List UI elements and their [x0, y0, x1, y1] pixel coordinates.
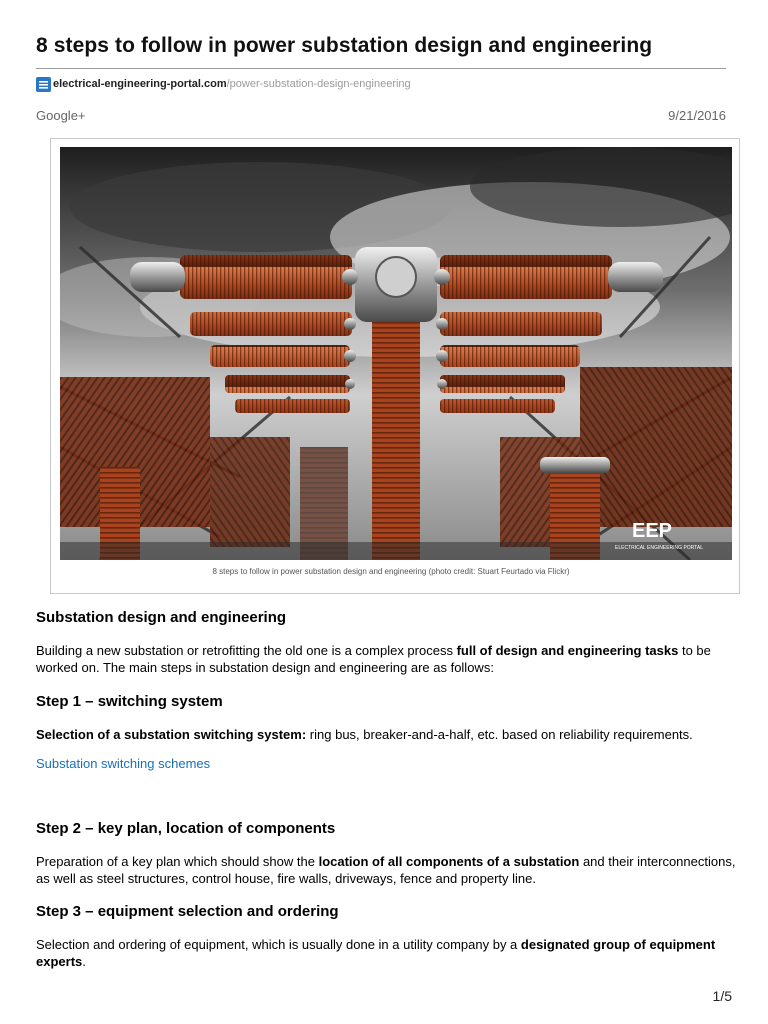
- step1-paragraph: [36, 726, 736, 743]
- figure-caption: 8 steps to follow in power substation design and engineering (photo credit: Stuart Feurtado via Flickr): [212, 567, 570, 576]
- intro-bold: full of design and engineering tasks: [456, 643, 679, 658]
- publish-date: 9/21/2016: [668, 108, 726, 123]
- switching-schemes-link[interactable]: Substation switching schemes: [36, 756, 211, 771]
- step2-text-1: Preparation of a key plan which should show the: [36, 854, 315, 869]
- step3-text-1: Selection and ordering of equipment, which is usually done in a utility company by a: [36, 937, 518, 952]
- substation-photo: [60, 147, 732, 560]
- step2-paragraph: [36, 853, 736, 887]
- step3-bold: designated group of equipment experts: [36, 937, 716, 969]
- step1-text: ring bus, breaker-and-a-half, etc. based on reliability requirements.: [309, 727, 693, 742]
- eep-watermark-logo: EEP: [632, 520, 673, 542]
- source-link[interactable]: [36, 75, 411, 93]
- page-number: 1/5: [712, 988, 732, 1004]
- article-title: 8 steps to follow in power substation design and engineering: [36, 34, 653, 57]
- step2-bold: location of all components of a substation: [318, 854, 580, 869]
- site-favicon-icon: [36, 77, 51, 92]
- section-heading-intro: Substation design and engineering: [36, 609, 287, 626]
- intro-text-2: to be worked on. The main steps in substation design and engineering are as follows:: [36, 643, 711, 675]
- step3-heading: Step 3 – equipment selection and ordering: [36, 903, 339, 920]
- step1-heading: Step 1 – switching system: [36, 693, 223, 710]
- step2-text-2: and their interconnections, as well as steel structures, control house, fire walls, driveways, fence and property line.: [36, 854, 736, 886]
- source-path[interactable]: /power-substation-design-engineering: [226, 78, 411, 90]
- source-domain[interactable]: electrical-engineering-portal.com: [53, 78, 227, 90]
- intro-text-1: Building a new substation or retrofitting the old one is a complex process: [36, 643, 453, 658]
- eep-watermark-subtitle: ELECTRICAL ENGINEERING PORTAL: [615, 545, 703, 551]
- step2-heading: Step 2 – key plan, location of components: [36, 820, 336, 837]
- step3-paragraph: [36, 936, 736, 970]
- intro-paragraph: [36, 642, 736, 676]
- step3-text-2: .: [82, 954, 86, 969]
- step1-bold: Selection of a substation switching system:: [36, 727, 307, 742]
- title-divider: [36, 68, 726, 69]
- share-label[interactable]: Google+: [36, 108, 86, 123]
- article-figure: [50, 138, 740, 594]
